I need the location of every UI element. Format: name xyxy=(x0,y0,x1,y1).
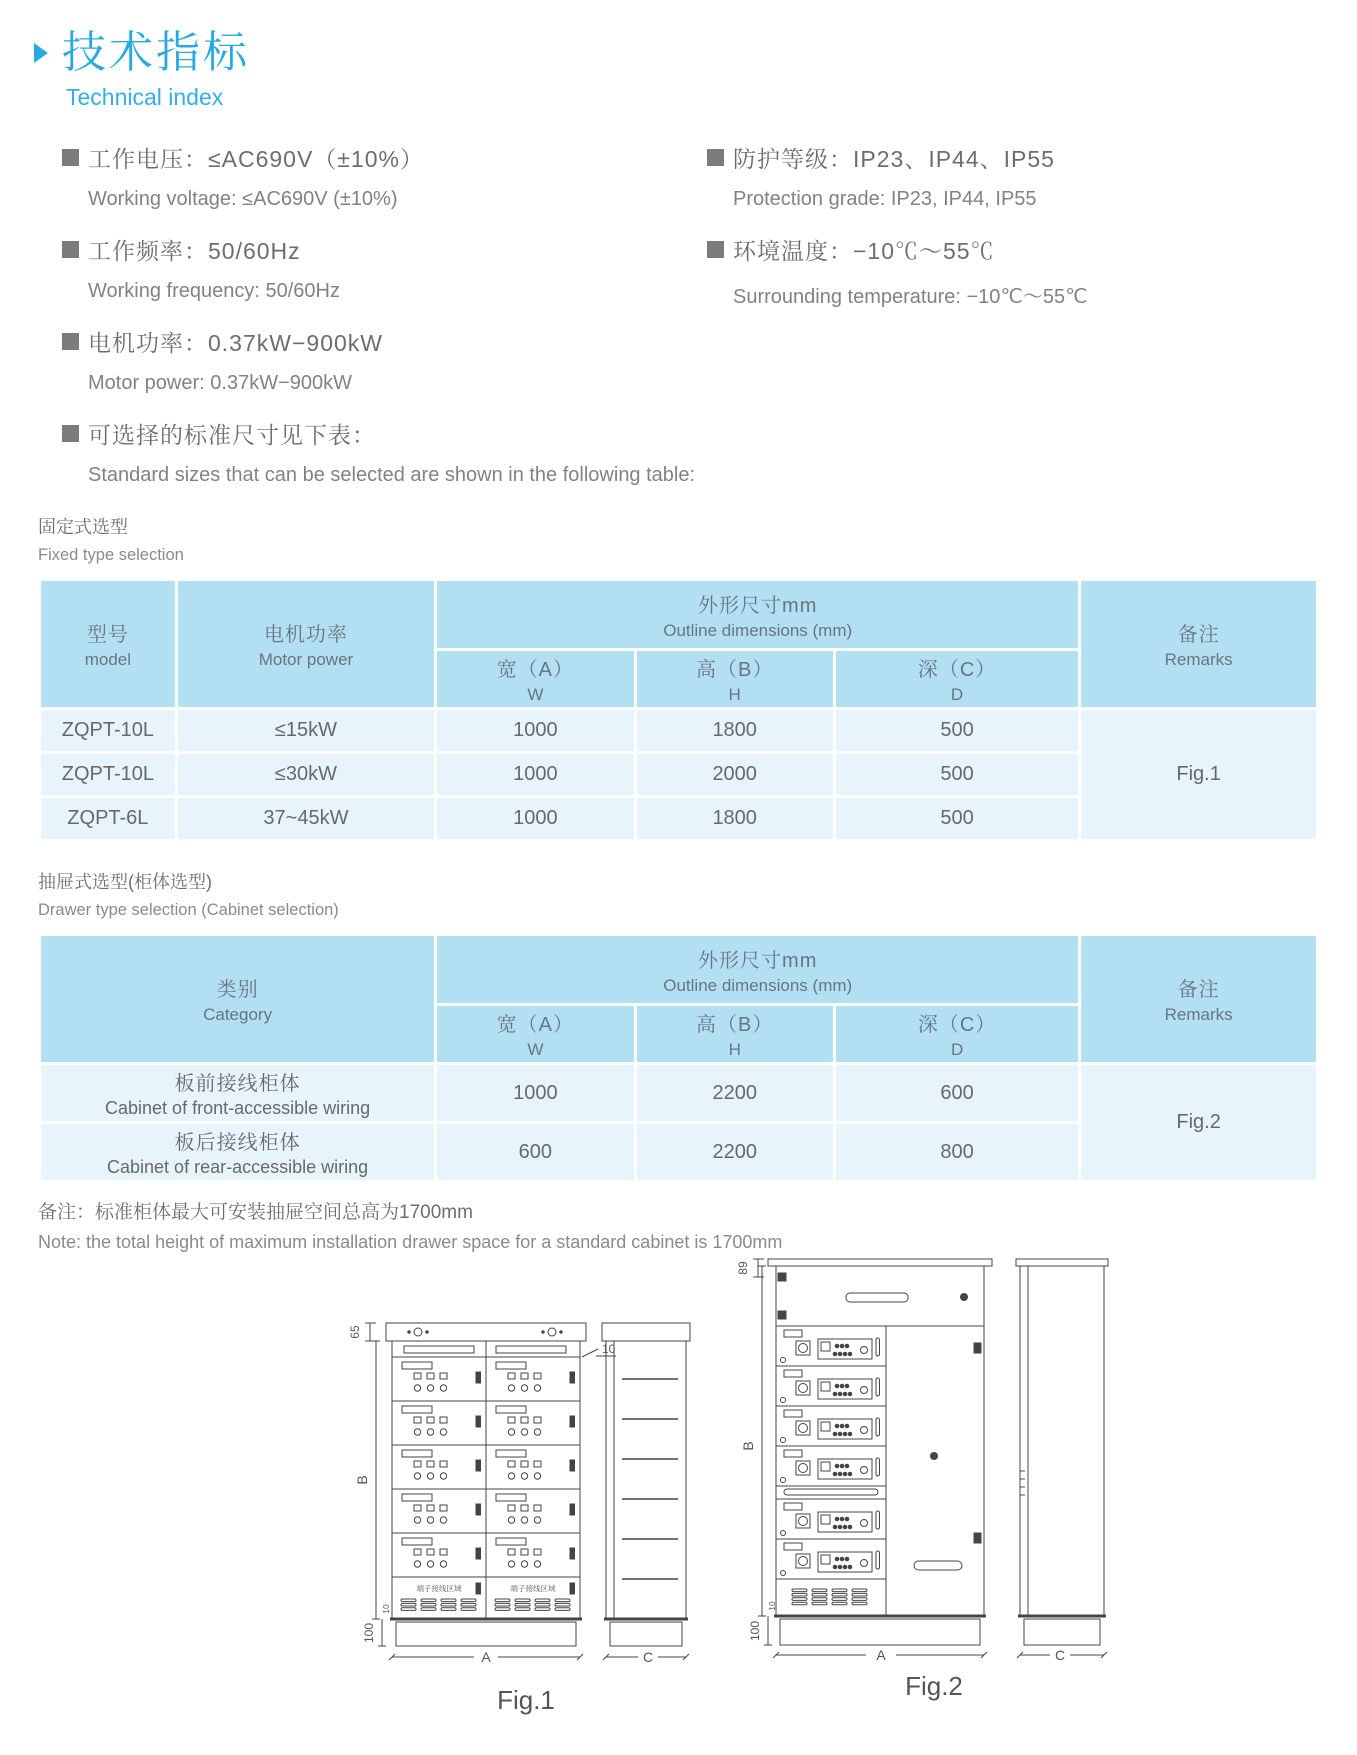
section-title-en: Drawer type selection (Cabinet selection) xyxy=(38,901,339,920)
col-header-category-en: Category xyxy=(203,1005,273,1025)
fig2-dim-base-height: 100 xyxy=(748,1621,762,1642)
section-arrow-icon xyxy=(34,43,48,63)
fig2-dim-cap-height: 89 xyxy=(736,1261,750,1275)
note-en: Note: the total height of maximum installation drawer space for a standard cabinet is 1700mm xyxy=(38,1232,783,1253)
page-header xyxy=(34,30,1319,76)
drawer-selection-table xyxy=(38,933,1319,1183)
col-header-height-en: H xyxy=(728,685,741,705)
cell-category xyxy=(40,1123,436,1182)
cell-model: ZQPT-10L xyxy=(40,753,177,797)
fig1-terminal-area-label: 端子接线区域 xyxy=(510,1584,556,1594)
section-title-en: Fixed type selection xyxy=(38,546,184,565)
spec-en: Working voltage: ≤AC690V (±10%) xyxy=(88,188,398,211)
figure-2 xyxy=(734,1231,1114,1711)
fig1-dim-base-gap: 10 xyxy=(381,1604,391,1614)
cell-remarks: Fig.2 xyxy=(1080,1064,1318,1182)
col-header-motor-power xyxy=(176,580,435,709)
figures xyxy=(38,1261,1319,1725)
fig1-dim-body-height: B xyxy=(354,1475,370,1485)
col-header-depth xyxy=(834,1005,1079,1064)
col-header-depth xyxy=(834,650,1079,709)
fig1-dim-top-gap: 10 xyxy=(602,1342,616,1357)
spec-item-surrounding-temperature xyxy=(707,233,1319,309)
table-row xyxy=(40,709,1318,753)
col-header-height-zh: 高（B） xyxy=(696,659,774,682)
col-header-remarks xyxy=(1080,935,1318,1064)
col-header-remarks-en: Remarks xyxy=(1164,1005,1233,1025)
cell-model: ZQPT-6L xyxy=(40,797,177,841)
fig1-dim-width: A xyxy=(481,1649,491,1666)
fig1-cabinet-drawing xyxy=(346,1275,706,1725)
spec-en: Standard sizes that can be selected are shown in the following table: xyxy=(88,464,696,487)
drawer-selection-section-label xyxy=(38,868,1319,920)
col-header-height-en: H xyxy=(728,1040,741,1060)
col-header-height-zh: 高（B） xyxy=(696,1014,774,1037)
spec-en: Surrounding temperature: −10℃～55℃ xyxy=(733,286,1088,309)
fixed-selection-table xyxy=(38,578,1319,842)
table-row xyxy=(40,1064,1318,1123)
cell-remarks: Fig.1 xyxy=(1080,709,1318,841)
col-header-remarks xyxy=(1080,580,1318,709)
cell-power: 37~45kW xyxy=(176,797,435,841)
cell-depth: 500 xyxy=(834,709,1079,753)
cell-width: 1000 xyxy=(436,709,635,753)
cell-width: 1000 xyxy=(436,1064,635,1123)
cell-width: 1000 xyxy=(436,797,635,841)
fig1-dim-depth: C xyxy=(642,1649,654,1666)
spec-column-left xyxy=(62,141,707,417)
cell-height: 2200 xyxy=(635,1064,834,1123)
spec-zh: 电机功率：0.37kW−900kW xyxy=(88,330,383,357)
col-header-remarks-zh: 备注 xyxy=(1177,624,1220,647)
cell-depth: 500 xyxy=(834,797,1079,841)
fig1-terminal-area-label: 端子接线区域 xyxy=(416,1584,462,1594)
cell-height: 1800 xyxy=(635,709,834,753)
col-header-height xyxy=(635,1005,834,1064)
fixed-selection-section-label xyxy=(38,513,1319,565)
col-header-power-en: Motor power xyxy=(258,650,354,670)
col-header-width-zh: 宽（A） xyxy=(496,1014,575,1037)
col-header-outline-zh: 外形尺寸mm xyxy=(698,594,818,617)
fig2-dim-base-gap: 10 xyxy=(767,1601,777,1611)
spec-column-right xyxy=(707,141,1319,417)
col-header-remarks-en: Remarks xyxy=(1164,650,1233,670)
col-header-category xyxy=(40,935,436,1064)
spec-en: Working frequency: 50/60Hz xyxy=(88,280,340,303)
spec-item-working-frequency xyxy=(62,233,707,303)
cell-category-zh: 板前接线柜体 xyxy=(174,1073,301,1096)
spec-en: Protection grade: IP23, IP44, IP55 xyxy=(733,188,1037,211)
fig2-dim-width: A xyxy=(876,1647,886,1664)
cell-depth: 500 xyxy=(834,753,1079,797)
cell-height: 2200 xyxy=(635,1123,834,1182)
bullet-square-icon xyxy=(62,425,79,442)
fig2-dim-depth: C xyxy=(1054,1647,1066,1664)
cell-depth: 800 xyxy=(834,1123,1079,1182)
spec-item-protection-grade xyxy=(707,141,1319,211)
table-note xyxy=(38,1197,1319,1253)
col-header-width-zh: 宽（A） xyxy=(496,659,574,682)
section-title-zh: 固定式选型 xyxy=(38,517,128,538)
bullet-square-icon xyxy=(707,149,724,166)
spec-zh: 工作频率：50/60Hz xyxy=(88,238,301,265)
col-header-outline-dimensions xyxy=(436,580,1080,650)
cell-power: ≤15kW xyxy=(176,709,435,753)
col-header-height xyxy=(635,650,834,709)
spec-item-motor-power xyxy=(62,325,707,395)
cell-category-en: Cabinet of front-accessible wiring xyxy=(105,1098,371,1119)
spec-item-working-voltage xyxy=(62,141,707,211)
bullet-square-icon xyxy=(707,241,724,258)
bullet-square-icon xyxy=(62,149,79,166)
cell-category xyxy=(40,1064,436,1123)
figure-1 xyxy=(346,1275,706,1725)
col-header-depth-en: D xyxy=(950,685,964,705)
col-header-model-en: model xyxy=(84,650,132,670)
fig1-dim-base-height: 100 xyxy=(362,1623,376,1644)
fig2-cabinet-drawing xyxy=(734,1231,1114,1711)
fig1-caption: Fig.1 xyxy=(497,1685,555,1716)
col-header-width xyxy=(436,1005,635,1064)
col-header-model-zh: 型号 xyxy=(86,624,129,647)
spec-zh: 环境温度：−10℃～55℃ xyxy=(733,238,995,265)
section-title-zh: 抽屉式选型(柜体选型) xyxy=(38,872,212,893)
fig2-dim-body-height: B xyxy=(740,1441,756,1451)
cell-width: 1000 xyxy=(436,753,635,797)
page-subtitle: Technical index xyxy=(66,84,224,111)
col-header-outline-zh: 外形尺寸mm xyxy=(698,949,818,972)
col-header-width-en: W xyxy=(527,685,544,705)
bullet-square-icon xyxy=(62,241,79,258)
page-title: 技术指标 xyxy=(62,28,250,77)
cell-width: 600 xyxy=(436,1123,635,1182)
spec-zh: 可选择的标准尺寸见下表： xyxy=(88,422,376,449)
bullet-square-icon xyxy=(62,333,79,350)
col-header-remarks-zh: 备注 xyxy=(1177,979,1220,1002)
note-zh: 备注：标准柜体最大可安装抽屉空间总高为1700mm xyxy=(38,1202,473,1224)
cell-category-en: Cabinet of rear-accessible wiring xyxy=(107,1157,369,1178)
col-header-width xyxy=(436,650,635,709)
spec-list xyxy=(62,141,1319,417)
spec-zh: 防护等级：IP23、IP44、IP55 xyxy=(733,146,1055,173)
cell-category-zh: 板后接线柜体 xyxy=(174,1132,301,1155)
cell-depth: 600 xyxy=(834,1064,1079,1123)
col-header-outline-dimensions xyxy=(436,935,1080,1005)
col-header-outline-en: Outline dimensions (mm) xyxy=(663,620,853,640)
cell-height: 2000 xyxy=(635,753,834,797)
col-header-depth-zh: 深（C） xyxy=(917,659,997,682)
col-header-depth-en: D xyxy=(950,1040,964,1060)
cell-model: ZQPT-10L xyxy=(40,709,177,753)
spec-item-table-intro xyxy=(62,417,1319,487)
col-header-model xyxy=(40,580,177,709)
col-header-outline-en: Outline dimensions (mm) xyxy=(663,975,853,995)
cell-height: 1800 xyxy=(635,797,834,841)
spec-zh: 工作电压：≤AC690V（±10%） xyxy=(88,146,424,173)
col-header-power-zh: 电机功率 xyxy=(263,624,348,647)
col-header-category-zh: 类别 xyxy=(216,979,259,1002)
cell-power: ≤30kW xyxy=(176,753,435,797)
fig1-dim-cap-height: 65 xyxy=(348,1325,362,1339)
col-header-width-en: W xyxy=(527,1040,544,1060)
fig2-caption: Fig.2 xyxy=(905,1671,963,1702)
col-header-depth-zh: 深（C） xyxy=(917,1014,997,1037)
spec-en: Motor power: 0.37kW−900kW xyxy=(88,372,352,395)
